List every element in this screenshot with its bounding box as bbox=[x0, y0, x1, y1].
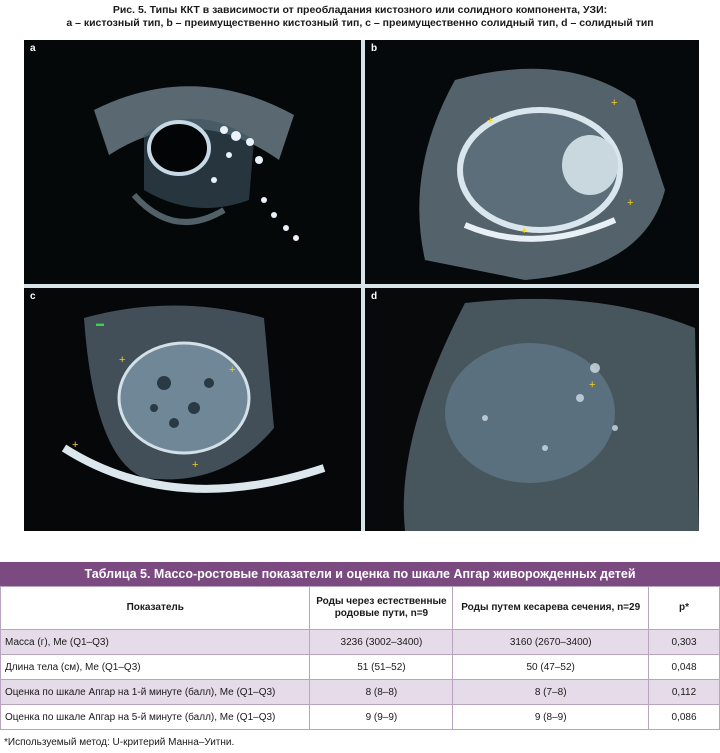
cell-p: 0,086 bbox=[649, 705, 720, 730]
table-footnote: *Используемый метод: U-критерий Манна–Уитни. bbox=[4, 737, 235, 748]
svg-text:+: + bbox=[627, 197, 634, 209]
ultrasound-panel-a bbox=[24, 40, 361, 284]
cell-indicator: Оценка по шкале Апгар на 5-й минуте (балл), Me (Q1–Q3) bbox=[1, 705, 310, 730]
cell-cesarean: 3160 (2670–3400) bbox=[453, 630, 649, 655]
cell-indicator: Длина тела (см), Me (Q1–Q3) bbox=[1, 655, 310, 680]
ultrasound-panel-c bbox=[24, 288, 361, 531]
table-header-row bbox=[1, 587, 720, 630]
figure-caption-line-1: Рис. 5. Типы ККТ в зависимости от преобладания кистозного или солидного компонента, УЗИ: bbox=[112, 4, 608, 16]
svg-text:+: + bbox=[72, 439, 79, 451]
cell-indicator: Масса (г), Me (Q1–Q3) bbox=[1, 630, 310, 655]
panel-label-c: c bbox=[30, 291, 36, 302]
ultrasound-image-b bbox=[365, 40, 699, 284]
ultrasound-panel-d bbox=[365, 288, 699, 531]
cell-vaginal: 9 (9–9) bbox=[310, 705, 453, 730]
svg-text:+: + bbox=[487, 115, 494, 127]
table-row bbox=[1, 655, 720, 680]
panel-label-a: a bbox=[30, 43, 36, 54]
cell-cesarean: 9 (8–9) bbox=[453, 705, 649, 730]
data-table bbox=[0, 586, 720, 730]
ultrasound-panel-b bbox=[365, 40, 699, 284]
header-vaginal: Роды через естественные родовые пути, n=9 bbox=[310, 587, 453, 630]
svg-text:+: + bbox=[589, 379, 596, 391]
cell-p: 0,048 bbox=[649, 655, 720, 680]
cell-vaginal: 8 (8–8) bbox=[310, 680, 453, 705]
header-p: p* bbox=[649, 587, 720, 630]
cell-vaginal: 3236 (3002–3400) bbox=[310, 630, 453, 655]
cell-vaginal: 51 (51–52) bbox=[310, 655, 453, 680]
svg-text:+: + bbox=[521, 225, 528, 237]
svg-text:+: + bbox=[229, 364, 236, 376]
figure-caption-line-2: a – кистозный тип, b – преимущественно кистозный тип, c – преимущественно солидный тип, d – солидный тип bbox=[66, 17, 654, 29]
panel-label-d: d bbox=[371, 291, 378, 302]
table-title: Таблица 5. Массо-ростовые показатели и оценка по шкале Апгар живорожденных детей bbox=[0, 562, 720, 586]
cell-cesarean: 8 (7–8) bbox=[453, 680, 649, 705]
table-row bbox=[1, 705, 720, 730]
svg-text:+: + bbox=[611, 97, 618, 109]
ultrasound-image-c bbox=[24, 288, 361, 531]
cell-indicator: Оценка по шкале Апгар на 1-й минуте (балл), Me (Q1–Q3) bbox=[1, 680, 310, 705]
figure-caption bbox=[0, 4, 720, 30]
cell-p: 0,303 bbox=[649, 630, 720, 655]
svg-text:+: + bbox=[192, 459, 199, 471]
header-cesarean: Роды путем кесарева сечения, n=29 bbox=[453, 587, 649, 630]
cell-cesarean: 50 (47–52) bbox=[453, 655, 649, 680]
panel-label-b: b bbox=[371, 43, 378, 54]
table-row bbox=[1, 630, 720, 655]
ultrasound-figure bbox=[24, 40, 699, 531]
ultrasound-image-d bbox=[365, 288, 699, 531]
header-indicator: Показатель bbox=[1, 587, 310, 630]
cell-p: 0,112 bbox=[649, 680, 720, 705]
table-row bbox=[1, 680, 720, 705]
ultrasound-image-a bbox=[24, 40, 361, 284]
svg-text:▬: ▬ bbox=[96, 319, 104, 328]
svg-text:+: + bbox=[119, 354, 126, 366]
